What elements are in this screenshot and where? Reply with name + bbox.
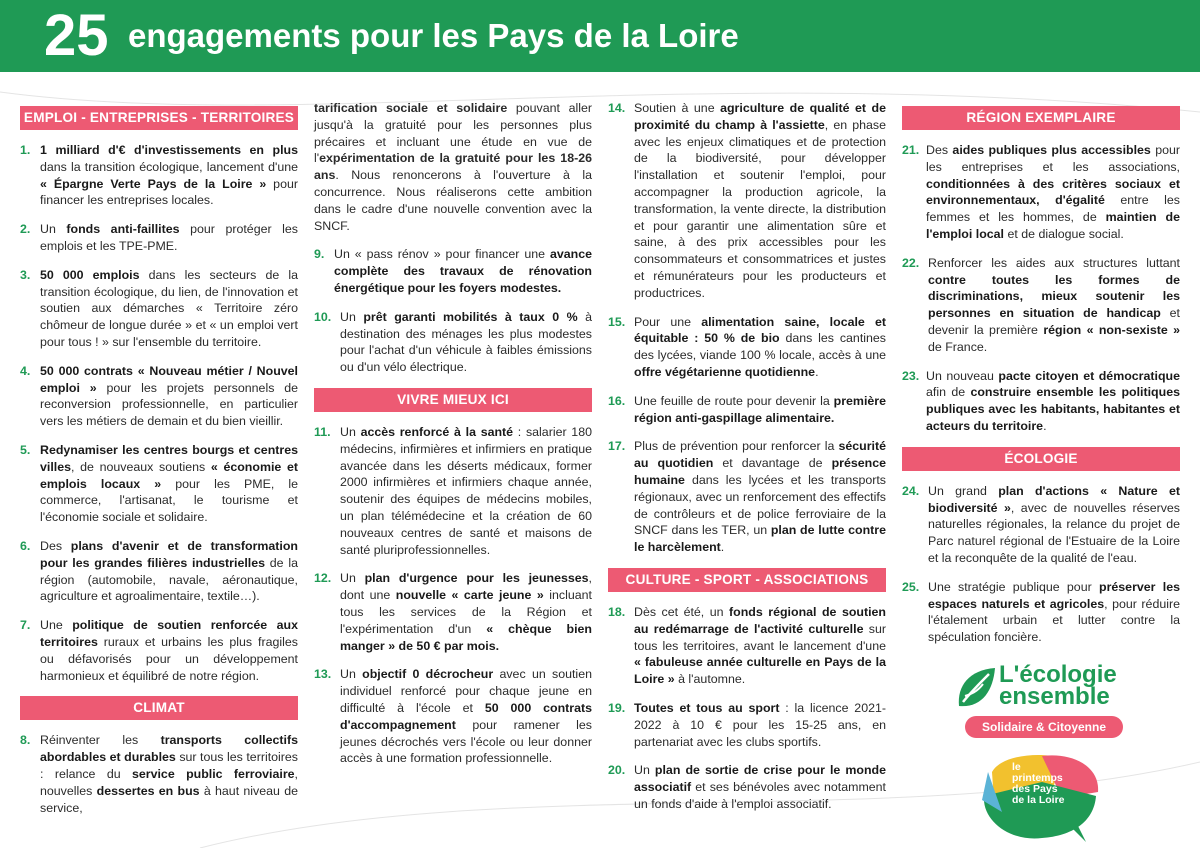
commitment-text: Des aides publiques plus accessibles pour les entreprises et les associations, conditionnées à des critères sociaux et environnementaux, d'égalité entre les femmes et les hommes, de maintien de l'emploi local et de dialogue social. [926,143,1180,241]
commitment-text: Plus de prévention pour renforcer la sécurité au quotidien et davantage de présence humaine dans les lycées et les transports régionaux, avec un renforcement des effectifs de contrôleurs et de police ferroviaire de la SNCF dans les TER, un plan de lutte contre le harcèlement. [634,439,886,555]
commitment-number: 16. [608,393,626,408]
commitment-text: Un objectif 0 décrocheur avec un soutien individuel renforcé pour chaque jeune en difficulté à l'école et 50 000 contrats d'accompagnement pour ramener les jeunes décrochés vers l'école ou leur donner accès à une formation professionnelle. [340,667,593,766]
commitment-text: Un plan de sortie de crise pour le monde associatif et ses bénévoles avec notamment un fonds d'aide à l'emploi associatif. [634,763,886,811]
commitment-20 [608,762,886,812]
commitment-3 [20,267,298,351]
column-1 [20,100,298,828]
commitment-text: Un « pass rénov » pour financer une avance complète des travaux de rénovation énergétique pour les foyers modestes. [334,247,592,295]
commitment-10 [314,309,592,376]
header-banner [0,0,1200,72]
commitment-number: 6. [20,538,31,553]
commitment-14 [608,100,886,302]
commitment-11 [314,424,592,558]
commitment-number: 17. [608,439,626,454]
commitment-25 [902,579,1180,646]
commitment-12 [314,570,592,654]
commitment-19 [608,700,886,750]
section-emploi: EMPLOI - ENTREPRISES - TERRITOIRES [20,106,298,130]
commitment-6 [20,538,298,605]
commitment-8-continued: tarification sociale et solidaire pouvant aller jusqu'à la gratuité pour les personnes plus précaires et incluant une étude en vue de l'expérimentation de la gratuité pour les 18-26 ans. Nous renoncerons à l'ouverture à la concurrence. Nous réaliserons cette ambition dans le cadre d'une nouvelle convention avec la SNCF. [314,101,592,233]
commitment-4 [20,363,298,430]
commitment-number: 10. [314,309,332,324]
commitment-18 [608,604,886,688]
section-ecologie: ÉCOLOGIE [902,447,1180,471]
commitment-number: 20. [608,763,626,778]
commitment-number: 13. [314,667,332,682]
commitment-text: Toutes et tous au sport : la licence 2021-2022 à 10 € pour les 15-25 ans, en partenariat avec les clubs sportifs. [634,700,886,749]
commitment-text: Un nouveau pacte citoyen et démocratique afin de construire ensemble les politiques publiques avec les habitants, habitantes et acteurs du territoire. [926,368,1180,433]
commitment-text: Dès cet été, un fonds régional de soutien au redémarrage de l'activité culturelle sur tous les territoires, avant le lancement d'une « fabuleuse année culturelle en Pays de la Loire » à l'automne. [634,604,887,687]
commitment-text: Un fonds anti-faillites pour protéger les emplois et les TPE-PME. [40,222,298,253]
section-region-exemplaire: RÉGION EXEMPLAIRE [902,106,1180,130]
commitment-text: Réinventer les transports collectifs abordables et durables sur tous les territoires : relance du service public ferroviaire, nouvelles dessertes en bus à haut niveau de service, [40,733,298,815]
column-4 [902,100,1180,658]
commitment-21 [902,142,1180,243]
commitment-number: 21. [902,143,920,157]
logo-line-2: ensemble [999,683,1110,710]
commitment-22 [902,255,1180,356]
commitment-number: 22. [902,255,920,270]
commitment-number: 5. [20,442,31,457]
commitment-text: Un plan d'urgence pour les jeunesses, dont une nouvelle « carte jeune » incluant tous les services de la Région et l'expérimentation d'un « chèque bien manger » de 50 € par mois. [340,571,592,653]
commitment-number: 8. [20,733,31,748]
column-2 [314,100,592,779]
commitment-23 [902,368,1180,435]
section-climat: CLIMAT [20,696,298,720]
ecologie-ensemble-logo [955,661,1135,734]
commitment-number: 7. [20,618,31,633]
commitment-text: Un grand plan d'actions « Nature et biodiversité », avec de nouvelles réserves naturelles régionales, la relance du projet de Parc naturel régional de l'Estuaire de la Loire et la reconquête de la qualité de l'eau. [928,483,1180,565]
commitment-text: Pour une alimentation saine, locale et équitable : 50 % de bio dans les cantines des lycées, viande 100 % locale, accès à une offre végétarienne quotidienne. [634,314,887,379]
commitment-number: 4. [20,363,31,378]
section-culture: CULTURE - SPORT - ASSOCIATIONS [608,568,886,592]
commitment-24 [902,483,1180,567]
commitment-number: 18. [608,604,626,619]
commitment-2 [20,221,298,255]
commitment-number: 9. [314,247,325,262]
commitment-text: Une feuille de route pour devenir la première région anti-gaspillage alimentaire. [634,393,886,425]
commitment-text: Des plans d'avenir et de transformation pour les grandes filières industrielles de la région (automobile, navale, aéronautique, agriculture et agroalimentaire, textile…). [40,538,299,604]
commitment-1 [20,142,298,209]
header-number: 25 [44,3,109,68]
commitment-text: 1 milliard d'€ d'investissements en plus dans la transition écologique, lancement d'une « Épargne Verte Pays de la Loire » pour financer les entreprises locales. [40,143,298,208]
leaf-icon [955,666,999,712]
commitment-number: 3. [20,267,31,282]
commitment-5 [20,442,298,526]
commitment-9 [314,246,592,296]
commitment-number: 15. [608,314,626,329]
commitment-text: Un accès renforcé à la santé : salarier 180 médecins, infirmières et infirmiers en pratique avancée dans les déserts médicaux, former 2000 infirmières et infirmiers chaque année, soutenir des équipes de médecins mobiles, un plan télémédecine et la création de 60 nouveaux centres de santé et maisons de santé pluriprofessionnelles. [340,424,592,557]
commitment-8 [20,732,298,816]
commitment-text: Redynamiser les centres bourgs et centres villes, de nouveaux soutiens « économie et emplois locaux » pour les PME, le commerce, l'artisanat, le tourisme et l'économie sociale et solidaire. [40,442,298,525]
commitment-7 [20,617,298,684]
commitment-17 [608,438,886,556]
commitment-text: Renforcer les aides aux structures luttant contre toutes les formes de discriminations, mieux soutenir les personnes en situation de handicap et devenir la première région « non-sexiste » de France. [928,255,1180,354]
commitment-number: 2. [20,222,31,237]
commitment-text: Une stratégie publique pour préserver les espaces naturels et agricoles, pour réduire l'étalement urbain et lutter contre la spéculation foncière. [928,579,1180,645]
commitment-text: Un prêt garanti mobilités à taux 0 % à destination des ménages les plus modestes pour l'achat d'un véhicule à faibles émissions ou d'un vélo électrique. [340,309,592,375]
column-3 [608,100,886,825]
commitment-number: 24. [902,483,920,498]
commitment-number: 23. [902,368,920,383]
commitment-number: 14. [608,101,626,115]
logo-tagline: Solidaire & Citoyenne [965,716,1123,738]
commitment-number: 11. [314,424,331,439]
commitment-number: 12. [314,571,332,586]
logo-line-1: L'écologie [999,661,1117,688]
section-vivre-mieux: VIVRE MIEUX ICI [314,388,592,412]
commitment-16 [608,393,886,427]
commitment-text: 50 000 emplois dans les secteurs de la transition écologique, du lien, de l'innovation et soutien aux démarches « Territoire zéro chômeur de longue durée » et « un emploi vert pour tous ! » sur l'ensemble du territoire. [40,267,298,349]
commitment-number: 19. [608,700,626,715]
commitment-text: 50 000 contrats « Nouveau métier / Nouvel emploi » pour les projets personnels de reconversion professionnelle, en particulier vers les métiers de demain et du bien vieillir. [40,363,298,429]
commitment-number: 25. [902,579,920,594]
commitment-13 [314,666,592,767]
commitment-text: Une politique de soutien renforcée aux territoires ruraux et urbains les plus fragiles ou défavorisés pour un développement harmonieux et équilibré de notre région. [40,618,298,683]
commitment-number: 1. [20,143,31,157]
commitment-text: Soutien à une agriculture de qualité et de proximité du champ à l'assiette, en phase avec les enjeux climatiques et de protection de la biodiversité, pour développer l'installation et soutenir l'emploi, pour accompagner la production agricole, la transformation, la vente directe, la distribution et pour garantir une alimentation sûre et saine, à des prix accessibles pour les consommateurs et consommatrices et justes et rémunérateurs pour les producteurs et productrices. [634,101,886,300]
commitment-15 [608,314,886,381]
printemps-logo-text: le printemps des Pays de la Loire [1012,761,1065,806]
header-title: engagements pour les Pays de la Loire [128,17,739,54]
